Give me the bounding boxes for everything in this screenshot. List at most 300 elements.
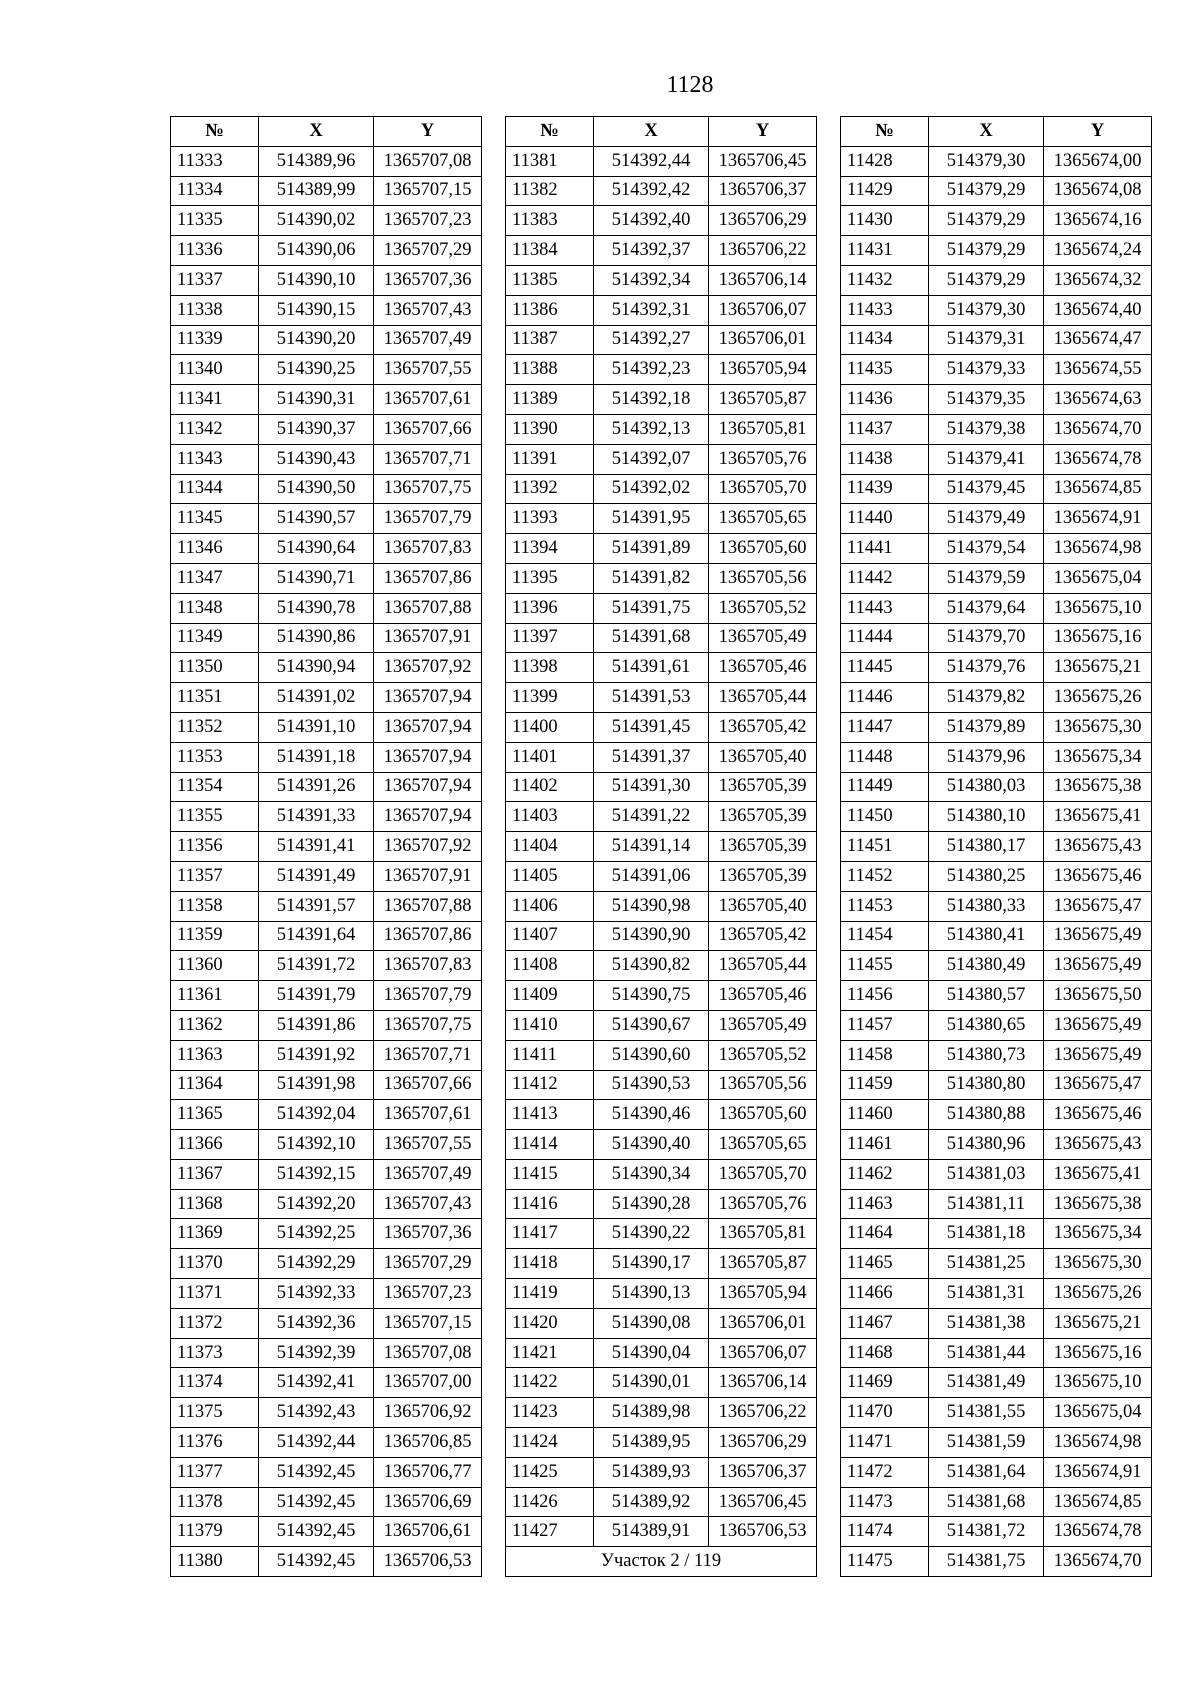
x-coordinate-cell: 514390,43	[259, 444, 374, 474]
table-row	[841, 444, 1152, 474]
y-coordinate-cell: 1365675,21	[1044, 1308, 1152, 1338]
table-row	[171, 683, 482, 713]
point-number-cell: 11421	[506, 1338, 594, 1368]
table-row	[841, 1428, 1152, 1458]
table-row	[841, 1219, 1152, 1249]
x-coordinate-cell: 514391,82	[594, 563, 709, 593]
y-coordinate-cell: 1365707,43	[374, 295, 482, 325]
x-coordinate-cell: 514379,54	[929, 534, 1044, 564]
table-row	[841, 623, 1152, 653]
x-coordinate-cell: 514390,86	[259, 623, 374, 653]
x-coordinate-cell: 514379,29	[929, 206, 1044, 236]
table-row	[841, 325, 1152, 355]
y-coordinate-cell: 1365707,88	[374, 593, 482, 623]
x-coordinate-cell: 514391,18	[259, 742, 374, 772]
y-coordinate-cell: 1365705,94	[709, 355, 817, 385]
x-coordinate-cell: 514389,91	[594, 1517, 709, 1547]
x-coordinate-cell: 514381,68	[929, 1487, 1044, 1517]
x-coordinate-cell: 514380,17	[929, 832, 1044, 862]
x-coordinate-cell: 514392,15	[259, 1159, 374, 1189]
table-header-row	[506, 117, 817, 147]
y-coordinate-cell: 1365707,88	[374, 891, 482, 921]
y-coordinate-cell: 1365705,81	[709, 414, 817, 444]
point-number-cell: 11436	[841, 385, 929, 415]
x-coordinate-cell: 514391,72	[259, 951, 374, 981]
table-row	[841, 593, 1152, 623]
table-row	[171, 1368, 482, 1398]
table-header-row	[841, 117, 1152, 147]
y-coordinate-cell: 1365705,70	[709, 1159, 817, 1189]
point-number-cell: 11459	[841, 1070, 929, 1100]
x-coordinate-cell: 514380,33	[929, 891, 1044, 921]
table-row	[506, 563, 817, 593]
column-header-x: X	[594, 117, 709, 147]
point-number-cell: 11409	[506, 981, 594, 1011]
y-coordinate-cell: 1365675,26	[1044, 683, 1152, 713]
point-number-cell: 11447	[841, 712, 929, 742]
point-number-cell: 11336	[171, 236, 259, 266]
column-header-y: Y	[374, 117, 482, 147]
table-row	[171, 712, 482, 742]
y-coordinate-cell: 1365675,10	[1044, 1368, 1152, 1398]
point-number-cell: 11432	[841, 265, 929, 295]
table-row	[506, 981, 817, 1011]
x-coordinate-cell: 514390,28	[594, 1189, 709, 1219]
point-number-cell: 11417	[506, 1219, 594, 1249]
table-row	[506, 593, 817, 623]
x-coordinate-cell: 514391,26	[259, 772, 374, 802]
table-row	[171, 1398, 482, 1428]
y-coordinate-cell: 1365675,41	[1044, 1159, 1152, 1189]
table-row	[171, 1457, 482, 1487]
point-number-cell: 11373	[171, 1338, 259, 1368]
point-number-cell: 11464	[841, 1219, 929, 1249]
x-coordinate-cell: 514379,64	[929, 593, 1044, 623]
point-number-cell: 11448	[841, 742, 929, 772]
point-number-cell: 11463	[841, 1189, 929, 1219]
x-coordinate-cell: 514390,13	[594, 1279, 709, 1309]
y-coordinate-cell: 1365675,46	[1044, 861, 1152, 891]
y-coordinate-cell: 1365675,34	[1044, 742, 1152, 772]
y-coordinate-cell: 1365707,43	[374, 1189, 482, 1219]
y-coordinate-cell: 1365706,01	[709, 325, 817, 355]
y-coordinate-cell: 1365706,69	[374, 1487, 482, 1517]
x-coordinate-cell: 514390,64	[259, 534, 374, 564]
table-row	[506, 206, 817, 236]
y-coordinate-cell: 1365675,16	[1044, 623, 1152, 653]
table-row	[171, 295, 482, 325]
x-coordinate-cell: 514380,80	[929, 1070, 1044, 1100]
x-coordinate-cell: 514391,68	[594, 623, 709, 653]
point-number-cell: 11366	[171, 1130, 259, 1160]
x-coordinate-cell: 514390,08	[594, 1308, 709, 1338]
x-coordinate-cell: 514380,73	[929, 1040, 1044, 1070]
y-coordinate-cell: 1365705,52	[709, 593, 817, 623]
table-row	[841, 1338, 1152, 1368]
x-coordinate-cell: 514390,53	[594, 1070, 709, 1100]
table-row	[841, 861, 1152, 891]
table-row	[841, 1249, 1152, 1279]
table-row	[171, 742, 482, 772]
y-coordinate-cell: 1365705,56	[709, 1070, 817, 1100]
table-row	[171, 951, 482, 981]
table-row	[171, 206, 482, 236]
y-coordinate-cell: 1365705,39	[709, 832, 817, 862]
y-coordinate-cell: 1365675,43	[1044, 1130, 1152, 1160]
x-coordinate-cell: 514379,38	[929, 414, 1044, 444]
x-coordinate-cell: 514381,03	[929, 1159, 1044, 1189]
y-coordinate-cell: 1365674,91	[1044, 504, 1152, 534]
point-number-cell: 11455	[841, 951, 929, 981]
y-coordinate-cell: 1365707,83	[374, 534, 482, 564]
x-coordinate-cell: 514390,40	[594, 1130, 709, 1160]
y-coordinate-cell: 1365674,98	[1044, 1428, 1152, 1458]
point-number-cell: 11359	[171, 921, 259, 951]
y-coordinate-cell: 1365707,55	[374, 355, 482, 385]
point-number-cell: 11361	[171, 981, 259, 1011]
table-row	[171, 1517, 482, 1547]
x-coordinate-cell: 514392,42	[594, 176, 709, 206]
x-coordinate-cell: 514381,38	[929, 1308, 1044, 1338]
point-number-cell: 11461	[841, 1130, 929, 1160]
point-number-cell: 11375	[171, 1398, 259, 1428]
y-coordinate-cell: 1365707,66	[374, 414, 482, 444]
x-coordinate-cell: 514392,25	[259, 1219, 374, 1249]
x-coordinate-cell: 514392,44	[594, 146, 709, 176]
x-coordinate-cell: 514391,02	[259, 683, 374, 713]
point-number-cell: 11419	[506, 1279, 594, 1309]
x-coordinate-cell: 514392,45	[259, 1487, 374, 1517]
table-row	[506, 265, 817, 295]
point-number-cell: 11445	[841, 653, 929, 683]
table-row	[506, 1189, 817, 1219]
x-coordinate-cell: 514391,98	[259, 1070, 374, 1100]
point-number-cell: 11385	[506, 265, 594, 295]
y-coordinate-cell: 1365707,66	[374, 1070, 482, 1100]
y-coordinate-cell: 1365707,61	[374, 385, 482, 415]
x-coordinate-cell: 514381,59	[929, 1428, 1044, 1458]
point-number-cell: 11388	[506, 355, 594, 385]
y-coordinate-cell: 1365674,85	[1044, 1487, 1152, 1517]
x-coordinate-cell: 514391,57	[259, 891, 374, 921]
y-coordinate-cell: 1365705,46	[709, 981, 817, 1011]
point-number-cell: 11356	[171, 832, 259, 862]
column-header-y: Y	[709, 117, 817, 147]
point-number-cell: 11397	[506, 623, 594, 653]
y-coordinate-cell: 1365706,22	[709, 236, 817, 266]
point-number-cell: 11368	[171, 1189, 259, 1219]
point-number-cell: 11425	[506, 1457, 594, 1487]
x-coordinate-cell: 514392,41	[259, 1368, 374, 1398]
table-row	[171, 1100, 482, 1130]
y-coordinate-cell: 1365707,55	[374, 1130, 482, 1160]
point-number-cell: 11457	[841, 1010, 929, 1040]
y-coordinate-cell: 1365675,38	[1044, 772, 1152, 802]
x-coordinate-cell: 514391,10	[259, 712, 374, 742]
point-number-cell: 11442	[841, 563, 929, 593]
point-number-cell: 11379	[171, 1517, 259, 1547]
table-row	[171, 1040, 482, 1070]
point-number-cell: 11383	[506, 206, 594, 236]
point-number-cell: 11400	[506, 712, 594, 742]
x-coordinate-cell: 514391,79	[259, 981, 374, 1011]
point-number-cell: 11371	[171, 1279, 259, 1309]
x-coordinate-cell: 514381,49	[929, 1368, 1044, 1398]
x-coordinate-cell: 514390,71	[259, 563, 374, 593]
x-coordinate-cell: 514391,14	[594, 832, 709, 862]
point-number-cell: 11413	[506, 1100, 594, 1130]
point-number-cell: 11358	[171, 891, 259, 921]
x-coordinate-cell: 514392,13	[594, 414, 709, 444]
table-row	[506, 861, 817, 891]
point-number-cell: 11465	[841, 1249, 929, 1279]
y-coordinate-cell: 1365705,56	[709, 563, 817, 593]
y-coordinate-cell: 1365705,70	[709, 474, 817, 504]
y-coordinate-cell: 1365707,94	[374, 742, 482, 772]
x-coordinate-cell: 514392,18	[594, 385, 709, 415]
point-number-cell: 11411	[506, 1040, 594, 1070]
table-row	[171, 563, 482, 593]
y-coordinate-cell: 1365707,49	[374, 325, 482, 355]
table-row	[506, 295, 817, 325]
y-coordinate-cell: 1365707,36	[374, 1219, 482, 1249]
y-coordinate-cell: 1365707,49	[374, 1159, 482, 1189]
point-number-cell: 11435	[841, 355, 929, 385]
table-row	[506, 1398, 817, 1428]
point-number-cell: 11395	[506, 563, 594, 593]
table-row	[841, 563, 1152, 593]
y-coordinate-cell: 1365705,94	[709, 1279, 817, 1309]
y-coordinate-cell: 1365674,55	[1044, 355, 1152, 385]
x-coordinate-cell: 514392,02	[594, 474, 709, 504]
point-number-cell: 11337	[171, 265, 259, 295]
table-row	[841, 653, 1152, 683]
point-number-cell: 11342	[171, 414, 259, 444]
table-row	[171, 444, 482, 474]
x-coordinate-cell: 514390,82	[594, 951, 709, 981]
y-coordinate-cell: 1365675,43	[1044, 832, 1152, 862]
table-row	[171, 236, 482, 266]
x-coordinate-cell: 514380,65	[929, 1010, 1044, 1040]
y-coordinate-cell: 1365705,81	[709, 1219, 817, 1249]
x-coordinate-cell: 514391,49	[259, 861, 374, 891]
y-coordinate-cell: 1365705,49	[709, 1010, 817, 1040]
table-row	[506, 1010, 817, 1040]
column-header-x: X	[929, 117, 1044, 147]
y-coordinate-cell: 1365705,87	[709, 385, 817, 415]
table-row	[841, 504, 1152, 534]
table-row	[841, 1279, 1152, 1309]
x-coordinate-cell: 514379,89	[929, 712, 1044, 742]
point-number-cell: 11416	[506, 1189, 594, 1219]
y-coordinate-cell: 1365705,60	[709, 1100, 817, 1130]
x-coordinate-cell: 514392,40	[594, 206, 709, 236]
y-coordinate-cell: 1365674,16	[1044, 206, 1152, 236]
point-number-cell: 11393	[506, 504, 594, 534]
x-coordinate-cell: 514392,23	[594, 355, 709, 385]
point-number-cell: 11428	[841, 146, 929, 176]
x-coordinate-cell: 514379,30	[929, 295, 1044, 325]
x-coordinate-cell: 514379,29	[929, 236, 1044, 266]
point-number-cell: 11377	[171, 1457, 259, 1487]
x-coordinate-cell: 514391,30	[594, 772, 709, 802]
x-coordinate-cell: 514392,36	[259, 1308, 374, 1338]
x-coordinate-cell: 514379,29	[929, 265, 1044, 295]
point-number-cell: 11410	[506, 1010, 594, 1040]
y-coordinate-cell: 1365675,49	[1044, 951, 1152, 981]
y-coordinate-cell: 1365706,77	[374, 1457, 482, 1487]
y-coordinate-cell: 1365707,23	[374, 1279, 482, 1309]
table-row	[506, 1130, 817, 1160]
point-number-cell: 11362	[171, 1010, 259, 1040]
table-row	[171, 802, 482, 832]
point-number-cell: 11403	[506, 802, 594, 832]
point-number-cell: 11405	[506, 861, 594, 891]
point-number-cell: 11468	[841, 1338, 929, 1368]
table-row	[171, 772, 482, 802]
x-coordinate-cell: 514381,11	[929, 1189, 1044, 1219]
y-coordinate-cell: 1365705,40	[709, 742, 817, 772]
y-coordinate-cell: 1365674,78	[1044, 444, 1152, 474]
point-number-cell: 11420	[506, 1308, 594, 1338]
x-coordinate-cell: 514391,37	[594, 742, 709, 772]
y-coordinate-cell: 1365706,22	[709, 1398, 817, 1428]
point-number-cell: 11392	[506, 474, 594, 504]
point-number-cell: 11335	[171, 206, 259, 236]
x-coordinate-cell: 514381,44	[929, 1338, 1044, 1368]
table-row	[171, 504, 482, 534]
table-row	[171, 921, 482, 951]
x-coordinate-cell: 514391,86	[259, 1010, 374, 1040]
point-number-cell: 11407	[506, 921, 594, 951]
point-number-cell: 11399	[506, 683, 594, 713]
table-row	[506, 951, 817, 981]
x-coordinate-cell: 514381,75	[929, 1547, 1044, 1577]
x-coordinate-cell: 514390,06	[259, 236, 374, 266]
x-coordinate-cell: 514390,37	[259, 414, 374, 444]
y-coordinate-cell: 1365675,10	[1044, 593, 1152, 623]
y-coordinate-cell: 1365675,04	[1044, 563, 1152, 593]
x-coordinate-cell: 514392,44	[259, 1428, 374, 1458]
table-row	[841, 1159, 1152, 1189]
y-coordinate-cell: 1365706,85	[374, 1428, 482, 1458]
column-header-number: №	[841, 117, 929, 147]
x-coordinate-cell: 514390,10	[259, 265, 374, 295]
table-row	[841, 742, 1152, 772]
point-number-cell: 11365	[171, 1100, 259, 1130]
point-number-cell: 11390	[506, 414, 594, 444]
x-coordinate-cell: 514391,64	[259, 921, 374, 951]
y-coordinate-cell: 1365706,53	[709, 1517, 817, 1547]
table-row	[506, 623, 817, 653]
table-footer-row	[506, 1547, 817, 1577]
point-number-cell: 11384	[506, 236, 594, 266]
table-row	[841, 1517, 1152, 1547]
table-row	[171, 1487, 482, 1517]
x-coordinate-cell: 514379,82	[929, 683, 1044, 713]
x-coordinate-cell: 514390,78	[259, 593, 374, 623]
point-number-cell: 11404	[506, 832, 594, 862]
x-coordinate-cell: 514379,29	[929, 176, 1044, 206]
table-row	[506, 1159, 817, 1189]
y-coordinate-cell: 1365707,75	[374, 474, 482, 504]
x-coordinate-cell: 514380,96	[929, 1130, 1044, 1160]
y-coordinate-cell: 1365707,61	[374, 1100, 482, 1130]
point-number-cell: 11387	[506, 325, 594, 355]
y-coordinate-cell: 1365706,45	[709, 1487, 817, 1517]
table-row	[841, 414, 1152, 444]
point-number-cell: 11414	[506, 1130, 594, 1160]
x-coordinate-cell: 514381,72	[929, 1517, 1044, 1547]
point-number-cell: 11396	[506, 593, 594, 623]
x-coordinate-cell: 514390,46	[594, 1100, 709, 1130]
y-coordinate-cell: 1365674,78	[1044, 1517, 1152, 1547]
y-coordinate-cell: 1365707,75	[374, 1010, 482, 1040]
x-coordinate-cell: 514389,99	[259, 176, 374, 206]
y-coordinate-cell: 1365675,34	[1044, 1219, 1152, 1249]
point-number-cell: 11475	[841, 1547, 929, 1577]
x-coordinate-cell: 514390,98	[594, 891, 709, 921]
point-number-cell: 11338	[171, 295, 259, 325]
point-number-cell: 11431	[841, 236, 929, 266]
table-row	[841, 1547, 1152, 1577]
y-coordinate-cell: 1365706,53	[374, 1547, 482, 1577]
point-number-cell: 11470	[841, 1398, 929, 1428]
point-number-cell: 11339	[171, 325, 259, 355]
table-row	[841, 891, 1152, 921]
x-coordinate-cell: 514390,31	[259, 385, 374, 415]
y-coordinate-cell: 1365705,44	[709, 683, 817, 713]
x-coordinate-cell: 514390,22	[594, 1219, 709, 1249]
x-coordinate-cell: 514379,96	[929, 742, 1044, 772]
table-row	[171, 832, 482, 862]
y-coordinate-cell: 1365675,49	[1044, 1010, 1152, 1040]
point-number-cell: 11344	[171, 474, 259, 504]
point-number-cell: 11460	[841, 1100, 929, 1130]
table-row	[841, 1070, 1152, 1100]
point-number-cell: 11347	[171, 563, 259, 593]
x-coordinate-cell: 514391,45	[594, 712, 709, 742]
x-coordinate-cell: 514390,17	[594, 1249, 709, 1279]
y-coordinate-cell: 1365706,61	[374, 1517, 482, 1547]
y-coordinate-cell: 1365707,36	[374, 265, 482, 295]
x-coordinate-cell: 514390,04	[594, 1338, 709, 1368]
x-coordinate-cell: 514392,07	[594, 444, 709, 474]
y-coordinate-cell: 1365675,30	[1044, 712, 1152, 742]
table-row	[171, 1159, 482, 1189]
x-coordinate-cell: 514381,64	[929, 1457, 1044, 1487]
point-number-cell: 11467	[841, 1308, 929, 1338]
x-coordinate-cell: 514389,92	[594, 1487, 709, 1517]
table-row	[841, 1398, 1152, 1428]
x-coordinate-cell: 514390,94	[259, 653, 374, 683]
y-coordinate-cell: 1365707,94	[374, 772, 482, 802]
point-number-cell: 11370	[171, 1249, 259, 1279]
point-number-cell: 11402	[506, 772, 594, 802]
point-number-cell: 11343	[171, 444, 259, 474]
x-coordinate-cell: 514391,95	[594, 504, 709, 534]
x-coordinate-cell: 514392,39	[259, 1338, 374, 1368]
table-row	[171, 355, 482, 385]
y-coordinate-cell: 1365705,87	[709, 1249, 817, 1279]
table-row	[171, 1070, 482, 1100]
x-coordinate-cell: 514392,04	[259, 1100, 374, 1130]
table-row	[841, 355, 1152, 385]
x-coordinate-cell: 514390,75	[594, 981, 709, 1011]
x-coordinate-cell: 514392,33	[259, 1279, 374, 1309]
point-number-cell: 11424	[506, 1428, 594, 1458]
y-coordinate-cell: 1365674,08	[1044, 176, 1152, 206]
